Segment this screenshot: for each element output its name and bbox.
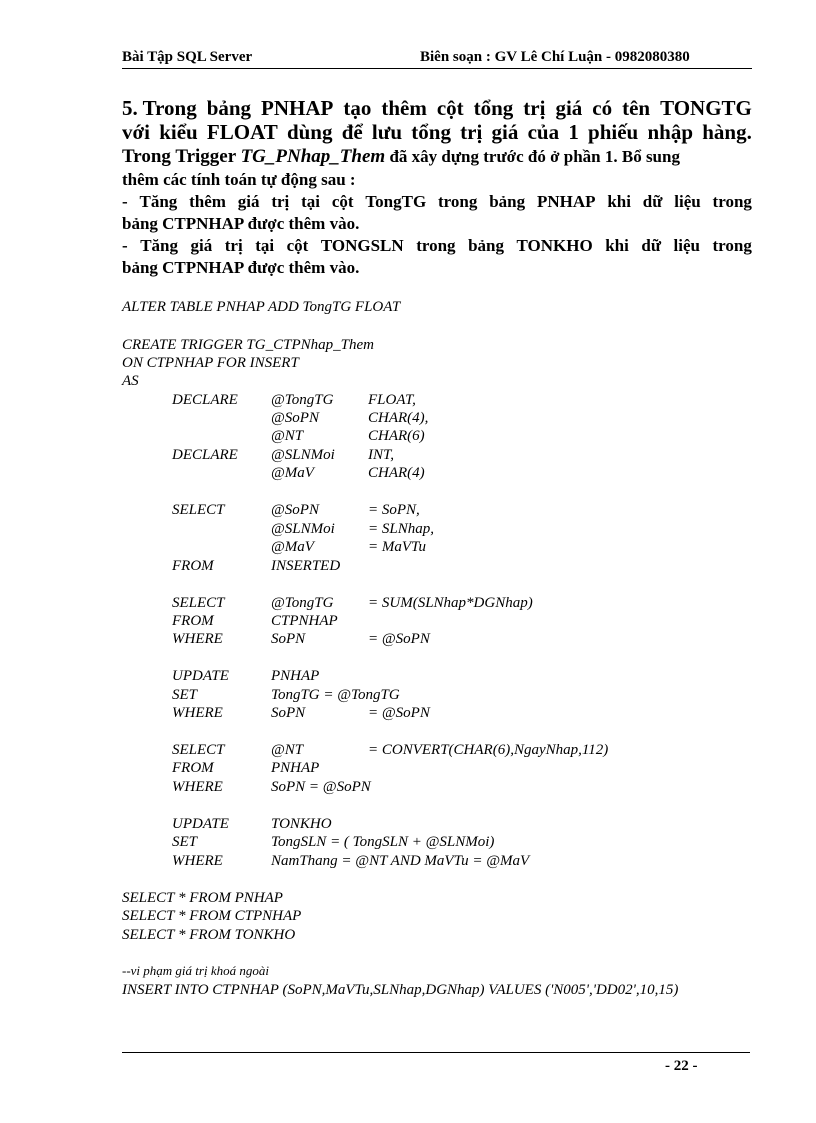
code-variable: @NT [271, 742, 304, 758]
code-keyword: WHERE [172, 853, 223, 869]
code-expr: PNHAP [271, 760, 320, 776]
code-type: CHAR(4) [368, 465, 425, 481]
code-line: CREATE TRIGGER TG_CTPNhap_Them [122, 337, 374, 353]
code-keyword: DECLARE [172, 392, 238, 408]
heading-line-8: bảng CTPNHAP được thêm vào. [122, 258, 360, 277]
code-expr: TongSLN = ( TongSLN + @SLNMoi) [271, 834, 495, 850]
heading-line-1: 5. Trong bảng PNHAP tạo thêm cột tổng trị giá có tên TONGTG [122, 96, 752, 120]
code-expr: = MaVTu [368, 539, 427, 555]
code-line: AS [122, 373, 139, 389]
code-keyword: UPDATE [172, 816, 229, 832]
code-variable: @SoPN [271, 502, 319, 518]
page-header [122, 49, 752, 69]
code-expr: SoPN = @SoPN [271, 779, 371, 795]
heading-line-7: - Tăng giá trị tại cột TONGSLN trong bảng TONKHO khi dữ liệu trong [122, 236, 752, 255]
code-line: SELECT * FROM TONKHO [122, 927, 296, 943]
code-expr: CTPNHAP [271, 613, 338, 629]
code-expr: PNHAP [271, 668, 320, 684]
code-keyword: SELECT [172, 742, 225, 758]
page-number: - 22 - [665, 1058, 698, 1074]
code-variable: @SLNMoi [271, 521, 335, 537]
code-type: INT, [368, 447, 394, 463]
code-line: SELECT * FROM CTPNHAP [122, 908, 302, 924]
code-variable: @SLNMoi [271, 447, 335, 463]
code-variable: @TongTG [271, 392, 334, 408]
code-keyword: SET [172, 687, 198, 703]
code-keyword: SELECT [172, 502, 225, 518]
code-expr: = CONVERT(CHAR(6),NgayNhap,112) [368, 742, 609, 758]
code-variable: @TongTG [271, 595, 334, 611]
code-variable: @MaV [271, 539, 314, 555]
code-expr: INSERTED [271, 558, 341, 574]
code-keyword: DECLARE [172, 447, 238, 463]
code-expr: = SUM(SLNhap*DGNhap) [368, 595, 533, 611]
code-line: ON CTPNHAP FOR INSERT [122, 355, 299, 371]
header-author: Biên soạn : GV Lê Chí Luận - 0982080380 [420, 49, 690, 65]
code-expr: SoPN [271, 631, 306, 647]
header-title: Bài Tập SQL Server [122, 49, 253, 65]
heading-line-2: với kiểu FLOAT dùng để lưu tổng trị giá của 1 phiếu nhập hàng. [122, 120, 752, 144]
code-line: ALTER TABLE PNHAP ADD TongTG FLOAT [122, 299, 401, 315]
code-keyword: SET [172, 834, 198, 850]
code-keyword: WHERE [172, 779, 223, 795]
heading-line-4: thêm các tính toán tự động sau : [122, 170, 356, 189]
code-comment: --vi phạm giá trị khoá ngoài [122, 963, 269, 978]
code-line: SELECT * FROM PNHAP [122, 890, 283, 906]
code-variable: @NT [271, 428, 304, 444]
code-expr: = SLNhap, [368, 521, 434, 537]
code-type: FLOAT, [368, 392, 416, 408]
trigger-name: TG_PNhap_Them [240, 146, 386, 167]
footer-divider [122, 1052, 750, 1053]
code-expr: = @SoPN [368, 705, 430, 721]
code-expr: = SoPN, [368, 502, 420, 518]
code-variable: @MaV [271, 465, 314, 481]
code-expr: = @SoPN [368, 631, 430, 647]
heading-line-6: bảng CTPNHAP được thêm vào. [122, 214, 360, 233]
code-expr: TONKHO [271, 816, 332, 832]
code-keyword: FROM [172, 760, 214, 776]
code-expr: NamThang = @NT AND MaVTu = @MaV [271, 853, 530, 869]
heading-line-5: - Tăng thêm giá trị tại cột TongTG trong bảng PNHAP khi dữ liệu trong [122, 192, 752, 211]
code-keyword: UPDATE [172, 668, 229, 684]
code-expr: SoPN [271, 705, 306, 721]
code-line: INSERT INTO CTPNHAP (SoPN,MaVTu,SLNhap,DGNhap) VALUES ('N005','DD02',10,15) [122, 982, 679, 998]
code-type: CHAR(4), [368, 410, 429, 426]
code-type: CHAR(6) [368, 428, 425, 444]
code-keyword: SELECT [172, 595, 225, 611]
header-divider [122, 68, 752, 69]
code-keyword: FROM [172, 613, 214, 629]
code-expr: TongTG = @TongTG [271, 687, 400, 703]
code-variable: @SoPN [271, 410, 319, 426]
code-keyword: WHERE [172, 705, 223, 721]
code-keyword: FROM [172, 558, 214, 574]
heading-line-3: Trong Trigger TG_PNhap_Them đã xây dựng trước đó ở phần 1. Bổ sung [122, 146, 680, 167]
code-keyword: WHERE [172, 631, 223, 647]
